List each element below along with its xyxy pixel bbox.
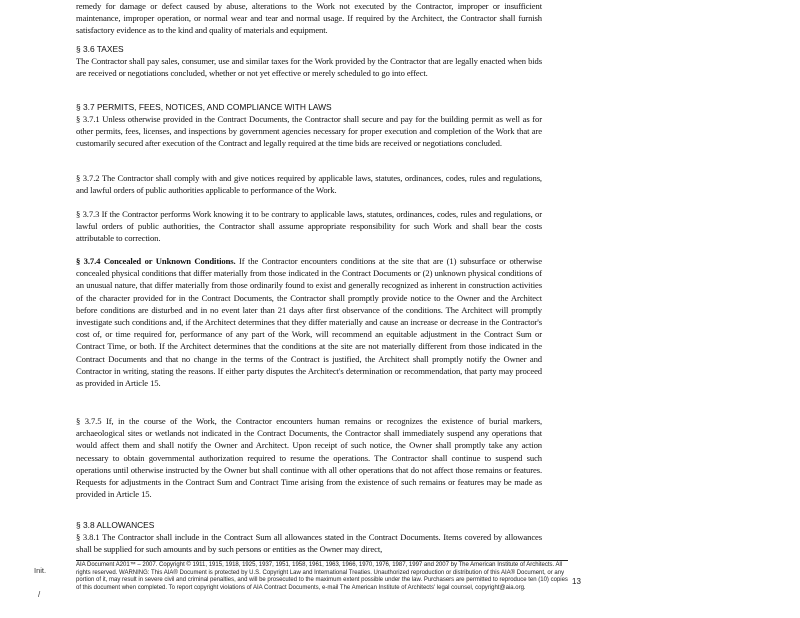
- section-3-8-heading: § 3.8 ALLOWANCES: [76, 520, 155, 530]
- section-3-7-4-text: If the Contractor encounters conditions at the site that are (1) subsurface or otherwise concealed physical conditions that differ materially from those indicated in the Contract Documents or (2) unknown physical conditions of an unusual nature, that differ materially from those ordinarily found to exist and generally recognized as inherent in construction activities of the character provided for in the Contract Documents, the Contractor shall promptly provide notice to the Owner and the Architect before conditions are disturbed and in no event later than 21 days after first observance of the conditions. The Architect will promptly investigate such conditions and, if the Architect determines that they differ materially and cause an increase or decrease in the Contractor's cost of, or time required for, performance of any part of the Work, will recommend an equitable adjustment in the Contract Sum or Contract Time, or both. If the Architect determines that the conditions at the site are not materially different from those indicated in the Contract Documents and that no change in the terms of the Contract is justified, the Architect shall promptly notify the Owner and Contractor in writing, stating the reasons. If either party disputes the Architect's determination or recommendation, that party may proceed as provided in Article 15.: [76, 256, 542, 389]
- section-3-7-heading: § 3.7 PERMITS, FEES, NOTICES, AND COMPLIANCE WITH LAWS: [76, 102, 332, 112]
- section-3-7-2-block: [76, 172, 542, 196]
- section-3-7-4: [76, 255, 542, 389]
- section-3-6-text: The Contractor shall pay sales, consumer, use and similar taxes for the Work provided by the Contractor that are legally enacted when bids are received or negotiations concluded, whether or not yet effective or merely scheduled to go into effect.: [76, 56, 542, 79]
- section-3-7-2: § 3.7.2 The Contractor shall comply with and give notices required by applicable laws, statutes, ordinances, codes, rules and regulations, and lawful orders of public authorities applicable to performance of the Work.: [76, 173, 542, 196]
- section-3-8: [76, 520, 542, 555]
- intro-text: remedy for damage or defect caused by abuse, alterations to the Work not executed by the Contractor, improper or insufficient maintenance, improper operation, or normal wear and tear and normal usage. If required by the Architect, the Contractor shall furnish satisfactory evidence as to the kind and quality of materials and equipment.: [76, 1, 542, 36]
- intro-paragraph: [76, 0, 542, 37]
- section-3-7-1: § 3.7.1 Unless otherwise provided in the Contract Documents, the Contractor shall secure and pay for the building permit as well as for other permits, fees, licenses, and inspections by government agencies necessary for proper execution and completion of the Work that are customarily secured after execution of the Contract and legally required at the time bids are received or negotiations concluded.: [76, 114, 542, 149]
- section-3-7-4-block: [76, 255, 542, 389]
- section-3-6-heading: § 3.6 TAXES: [76, 44, 124, 54]
- section-3-6: [76, 44, 542, 79]
- section-3-7-3-block: [76, 208, 542, 245]
- section-3-8-1: § 3.8.1 The Contractor shall include in the Contract Sum all allowances stated in the Contract Documents. Items covered by allowances shall be supplied for such amounts and by such persons or entities as the Owner may direct,: [76, 532, 542, 555]
- section-3-7-5-block: [76, 415, 542, 500]
- initials-slash: /: [38, 590, 41, 599]
- section-3-7-5: § 3.7.5 If, in the course of the Work, the Contractor encounters human remains or recognizes the existence of burial markers, archaeological sites or wetlands not indicated in the Contract Documents, the Contractor shall immediately suspend any operations that would affect them and shall notify the Owner and Architect. Upon receipt of such notice, the Owner shall promptly take any action necessary to obtain governmental authorization required to resume the operations. The Contractor shall continue to suspend such operations until otherwise instructed by the Owner but shall continue with all other operations that do not affect those remains or features. Requests for adjustments in the Contract Sum and Contract Time arising from the existence of such remains or features may be made as provided in Article 15.: [76, 416, 542, 500]
- initials-label: Init.: [34, 566, 47, 575]
- page-number: 13: [572, 577, 581, 586]
- copyright-notice: AIA Document A201™ – 2007. Copyright © 1911, 1915, 1918, 1925, 1937, 1951, 1958, 1961, 1963, 1966, 1970, 1976, 1987, 1997 and 2007 by The American Institute of Architects. All rights reserved. WARNING: This AIA® Document is protected by U.S. Copyright Law and International Treaties. Unauthorized reproduction or distribution of this AIA® Document, or any portion of it, may result in severe civil and criminal penalties, and will be prosecuted to the maximum extent possible under the law. Purchasers are permitted to reproduce ten (10) copies of this document when completed. To report copyright violations of AIA Contract Documents, e-mail The American Institute of Architects' legal counsel, copyright@aia.org.: [76, 562, 568, 591]
- section-3-7-4-lead: § 3.7.4 Concealed or Unknown Conditions.: [76, 256, 236, 266]
- section-3-7: [76, 102, 542, 150]
- section-3-7-3: § 3.7.3 If the Contractor performs Work knowing it to be contrary to applicable laws, statutes, ordinances, codes, rules and regulations, or lawful orders of public authorities, the Contractor shall assume appropriate responsibility for such Work and shall bear the costs attributable to correction.: [76, 209, 542, 244]
